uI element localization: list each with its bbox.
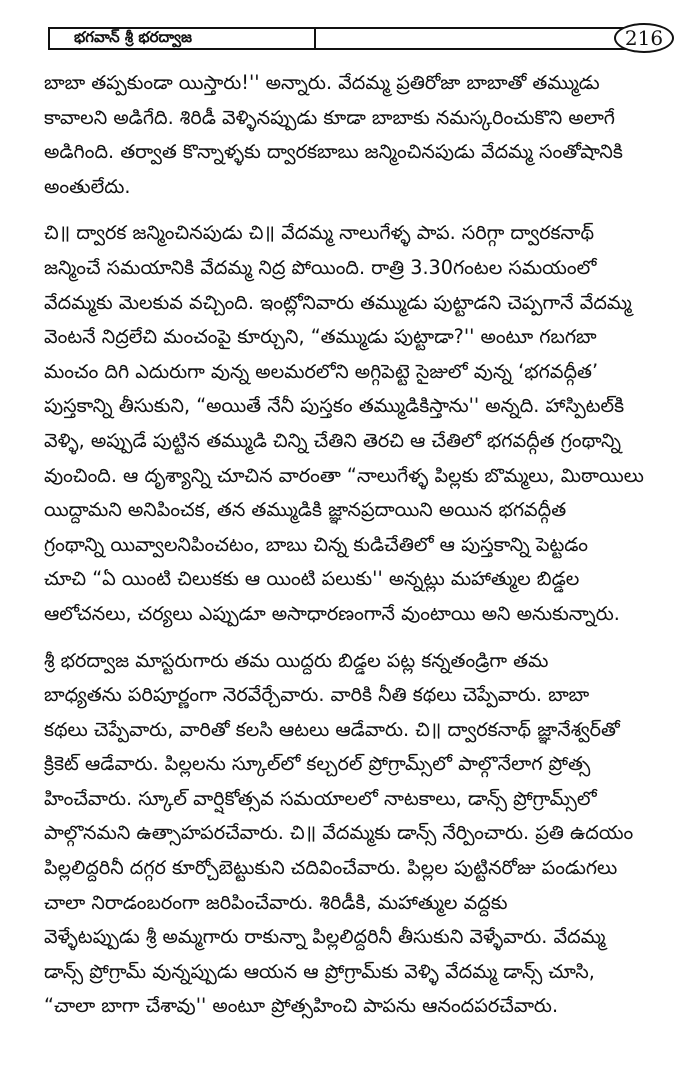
text-line: యిద్దామని అనిపించక, తన తమ్ముడికి జ్ఞానప్రదాయిని అయిన భగవద్గీత xyxy=(44,498,567,522)
text-line: అడిగింది. తర్వాత కొన్నాళ్ళకు ద్వారకబాబు జన్మించినపుడు వేదమ్మ సంతోషానికి xyxy=(44,140,623,164)
text-line: అంతులేదు. xyxy=(44,174,131,198)
text-line: “చాలా బాగా చేశావు'' అంటూ ప్రోత్సహించి పాపను ఆనందపరచేవారు. xyxy=(44,994,559,1018)
text-line: మంచం దిగి ఎదురుగా వున్న అలమరలోని అగ్గిపెట్టె సైజులో వున్న ‘భగవద్గీత’ xyxy=(44,359,599,383)
text-line: వేదమ్మకు మెలకువ వచ్చింది. ఇంట్లోనివారు తమ్ముడు పుట్టాడని చెప్పగానే వేదమ్మ xyxy=(44,290,632,314)
text-line: క్రికెట్ ఆడేవారు. పిల్లలను స్కూల్‌లో కల్చరల్ ప్రోగ్రామ్స్‌లో పాల్గొనేలాగ ప్రోత్స xyxy=(44,752,591,776)
text-line: శ్రీ భరద్వాజ మాస్టరుగారు తమ యిద్దరు బిడ్డల పట్ల కన్నతండ్రిగా తమ xyxy=(44,648,549,672)
text-line: పాల్గొనమని ఉత్సాహపరచేవారు. చి॥ వేదమ్మకు డాన్స్ నేర్పించారు. ప్రతి ఉదయం xyxy=(44,821,634,845)
text-line: పిల్లలిద్దరినీ దగ్గర కూర్చోబెట్టుకుని చదివించేవారు. పిల్లల పుట్టినరోజు పండుగలు xyxy=(44,856,618,880)
text-line: కావాలని అడిగేది. శిరిడీ వెళ్ళినప్పుడు కూడా బాబాకు నమస్కరించుకొని అలాగే xyxy=(44,105,615,129)
text-line: హించేవారు. స్కూల్ వార్షికోత్సవ సమయాలలో నాటకాలు, డాన్స్ ప్రోగ్రామ్స్‌లో xyxy=(44,786,597,810)
text-line: కథలు చెప్పేవారు, వారితో కలసి ఆటలు ఆడేవారు. చి॥ ద్వారకనాథ్ జ్ఞానేశ్వర్‌తో xyxy=(44,717,620,741)
paragraph-gap xyxy=(44,204,656,216)
text-line: ఆలోచనలు, చర్యలు ఎప్పుడూ అసాధారణంగానే వుంటాయి అని అనుకున్నారు. xyxy=(44,601,620,625)
text-line: వెళ్ళి, అప్పుడే పుట్టిన తమ్ముడి చిన్ని చేతిని తెరచి ఆ చేతిలో భగవద్గీత గ్రంథాన్ని xyxy=(44,428,621,452)
text-line: గ్రంథాన్ని యివ్వాలనిపించటం, బాబు చిన్న కుడిచేతిలో ఆ పుస్తకాన్ని పెట్టడం xyxy=(44,532,588,556)
text-line: జన్మించే సమయానికి వేదమ్మ నిద్ర పోయింది. రాత్రి 3.30గంటల సమయంలో xyxy=(44,255,597,279)
text-line: బాబా తప్పకుండా యిస్తారు!'' అన్నారు. వేదమ్మ ప్రతిరోజా బాబాతో తమ్ముడు xyxy=(44,71,600,94)
text-line: బాధ్యతను పరిపూర్ణంగా నెరవేర్చేవారు. వారికి నీతి కథలు చెప్పేవారు. బాబా xyxy=(44,683,590,707)
text-line: వెంటనే నిద్రలేచి మంచంపై కూర్చుని, “తమ్ముడు పుట్టాడా?'' అంటూ గబగబా xyxy=(44,325,597,349)
page-body xyxy=(44,66,656,1024)
paragraph xyxy=(44,66,656,204)
text-line: చాలా నిరాడంబరంగా జరిపించేవారు. శిరిడీకి, మహాత్ముల వద్దకు xyxy=(44,890,508,914)
paragraph-gap xyxy=(44,632,656,644)
running-title: భగవాన్ శ్రీ భరద్వాజ xyxy=(74,28,192,46)
paragraph xyxy=(44,216,656,631)
paragraph xyxy=(44,644,656,1025)
text-line: చి॥ ద్వారక జన్మించినపుడు చి॥ వేదమ్మ నాలుగేళ్ళ పాప. సరిగ్గా ద్వారకనాథ్ xyxy=(44,221,595,245)
text-line: డాన్స్ ప్రోగ్రామ్ వున్నప్పుడు ఆయన ఆ ప్రోగ్రామ్‌కు వెళ్ళి వేదమ్మ డాన్స్ చూసి, xyxy=(44,959,595,983)
text-line: పుస్తకాన్ని తీసుకుని, “అయితే నేనీ పుస్తకం తమ్ముడికిస్తాను'' అన్నది. హాస్పిటల్‌కి xyxy=(44,394,625,418)
text-line: వుంచింది. ఆ దృశ్యాన్ని చూచిన వారంతా “నాలుగేళ్ళ పిల్లకు బొమ్మలు, మిఠాయిలు xyxy=(44,463,644,487)
text-line: వెళ్ళేటప్పుడు శ్రీ అమ్మగారు రాకున్నా పిల్లలిద్దరినీ తీసుకుని వెళ్ళేవారు. వేదమ్మ xyxy=(44,925,606,949)
page-number: 216 xyxy=(614,23,674,53)
text-line: చూచి “ఏ యింటి చిలుకకు ఆ యింటి పలుకు'' అన్నట్లు మహాత్ముల బిడ్డల xyxy=(44,567,580,591)
running-header xyxy=(48,26,664,51)
header-title-box xyxy=(48,27,316,48)
